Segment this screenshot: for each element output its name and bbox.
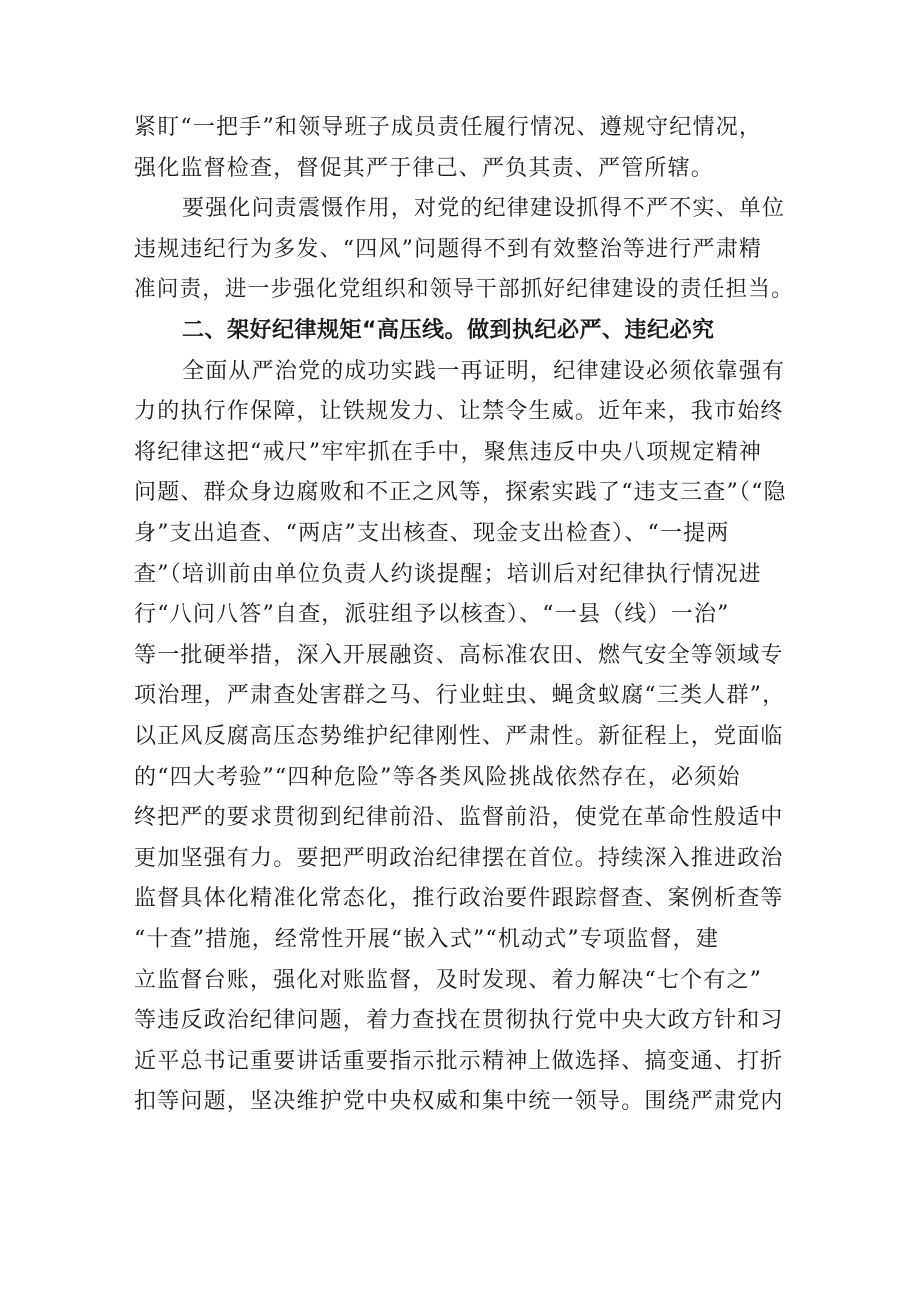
paragraph-line: 紧盯“一把手”和领导班子成员责任履行情况、遵规守纪情况， xyxy=(134,115,763,140)
paragraph-line: 要强化问责震慑作用，对党的纪律建设抓得不严不实、单位 xyxy=(182,196,786,221)
paragraph-line: 全面从严治党的成功实践一再证明，纪律建设必须依靠强有 xyxy=(182,359,786,384)
document-body xyxy=(134,0,794,1301)
paragraph-line: 强化监督检查，督促其严于律己、严负其责、严管所辖。 xyxy=(134,156,715,181)
paragraph-line: 问题、群众身边腐败和不正之风等，探索实践了“违支三查”（“隐 xyxy=(134,480,787,505)
paragraph-line: 的“四大考验”“四种危险”等各类风险挑战依然存在，必须始 xyxy=(134,765,741,790)
paragraph-line: 查”（培训前由单位负责人约谈提醒；培训后对纪律执行情况进 xyxy=(134,562,762,587)
paragraph-line: 违规违纪行为多发、“四风”问题得不到有效整治等进行严肃精 xyxy=(134,237,763,262)
paragraph-line: 行“八问八答”自查，派驻组予以核查）、“一县（线）一治” xyxy=(134,602,730,627)
paragraph-line: 终把严的要求贯彻到纪律前沿、监督前沿，使党在革命性般适中 xyxy=(134,805,784,830)
paragraph-line: 近平总书记重要讲话重要指示批示精神上做选择、搞变通、打折 xyxy=(134,1049,784,1074)
paragraph-line: 等一批硬举措，深入开展融资、高标准农田、燃气安全等领域专 xyxy=(134,643,784,668)
paragraph-line: 等违反政治纪律问题，着力查找在贯彻执行党中央大政方针和习 xyxy=(134,1008,784,1033)
paragraph-line: 更加坚强有力。要把严明政治纪律摆在首位。持续深入推进政治 xyxy=(134,846,784,871)
paragraph-line: 力的执行作保障，让铁规发力、让禁令生威。近年来，我市始终 xyxy=(134,399,784,424)
paragraph-line: 扣等问题，坚决维护党中央权威和集中统一领导。围绕严肃党内 xyxy=(134,1089,784,1114)
paragraph-line: “十查”措施，经常性开展“嵌入式”“机动式”专项监督，建 xyxy=(134,927,720,952)
paragraph-line: 身”支出追查、“两店”支出核查、现金支出检查）、“一提两 xyxy=(134,521,730,546)
paragraph-line: 监督具体化精准化常态化，推行政治要件跟踪督查、案例析查等 xyxy=(134,886,784,911)
paragraph-line: 立监督台账，强化对账监督，及时发现、着力解决“七个有之” xyxy=(134,968,763,993)
paragraph-line: 准问责，进一步强化党组织和领导干部抓好纪律建设的责任担当。 xyxy=(134,277,794,302)
paragraph-line: 项治理，严肃查处害群之马、行业蛀虫、蝇贪蚁腐“三类人群”， xyxy=(134,683,786,708)
section-heading: 二、架好纪律规矩“高压线。做到执纪必严、违纪必究 xyxy=(182,318,715,343)
paragraph-line: 将纪律这把“戒尺”牢牢抓在手中，聚焦违反中央八项规定精神 xyxy=(134,440,763,465)
paragraph-line: 以正风反腐高压态势维护纪律刚性、严肃性。新征程上，党面临 xyxy=(134,724,784,749)
